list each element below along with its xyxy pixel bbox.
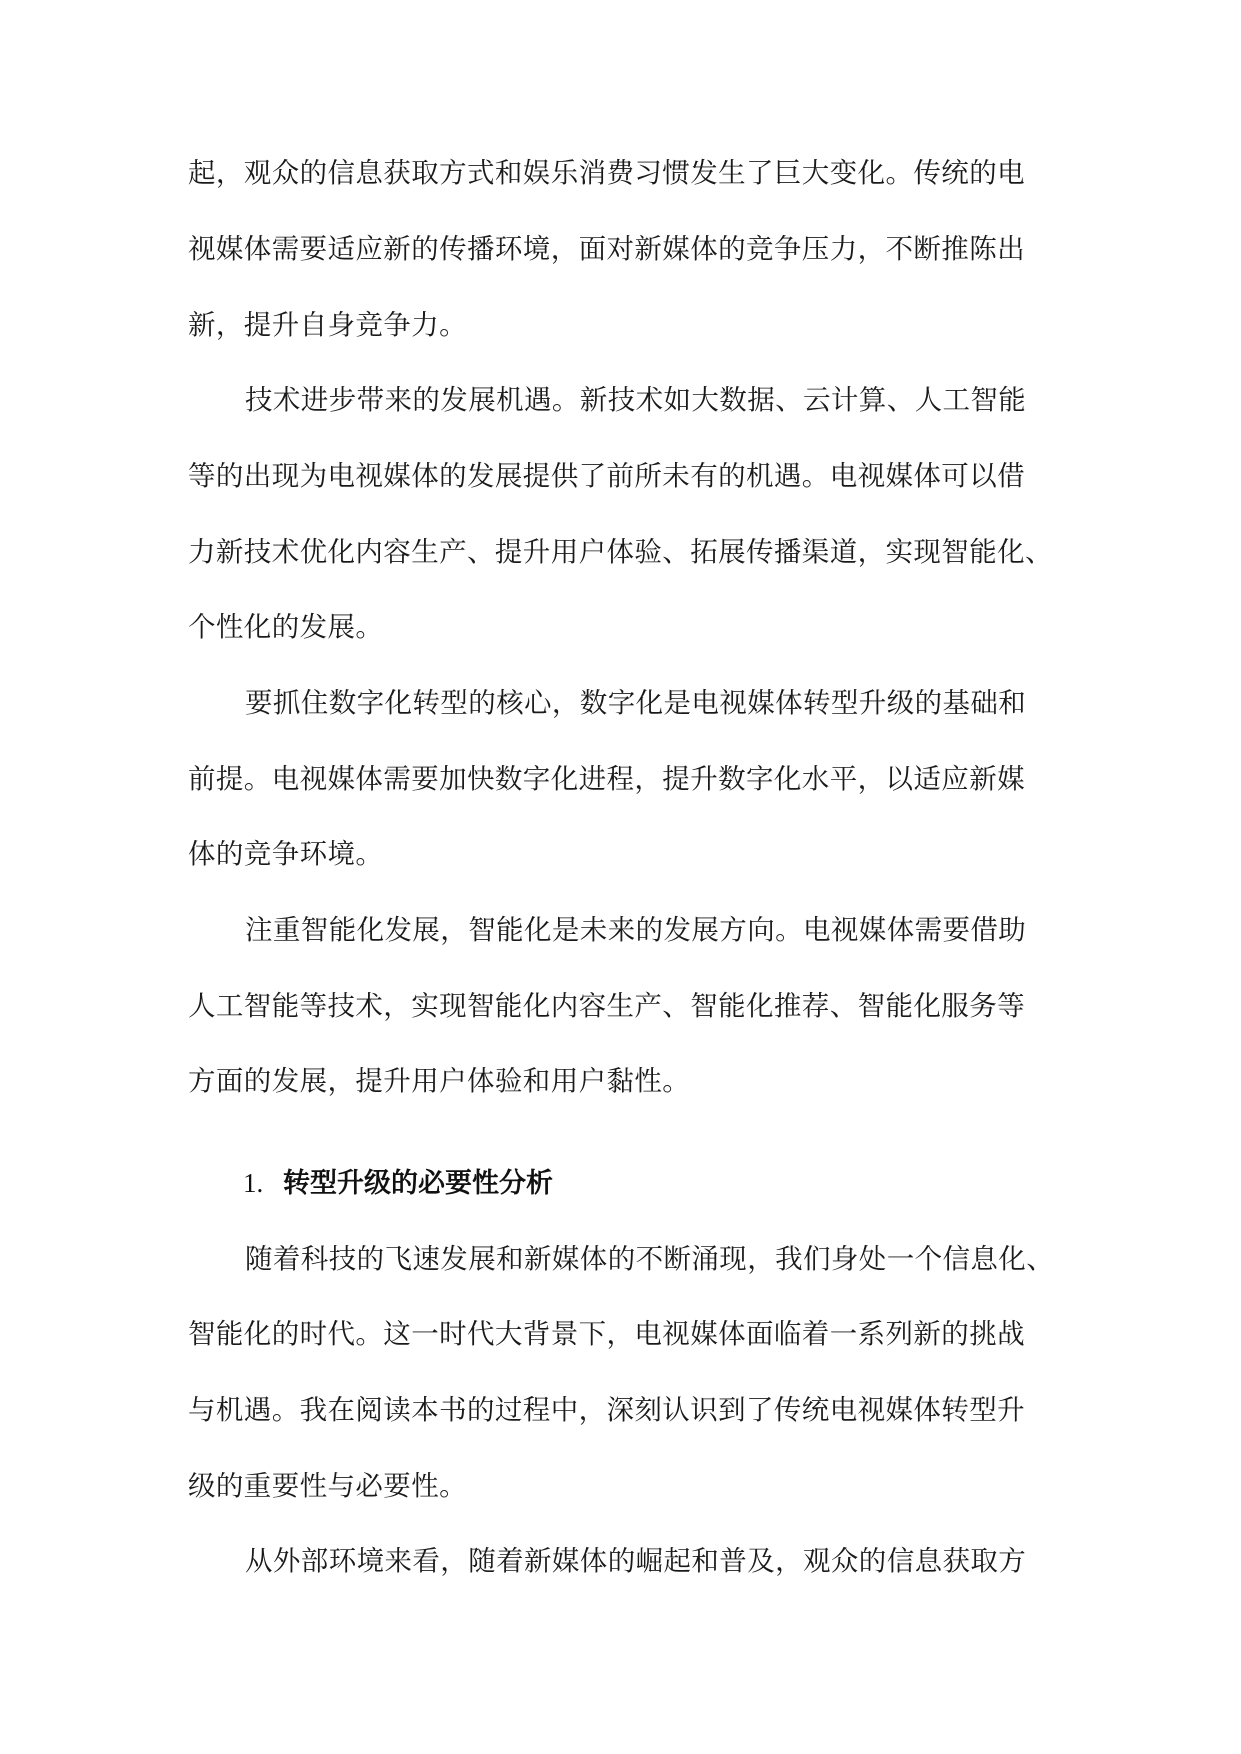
text-line: 个性化的发展。	[188, 611, 384, 643]
text-line: 要抓住数字化转型的核心，数字化是电视媒体转型升级的基础和	[245, 687, 1027, 719]
text-line: 智能化的时代。这一时代大背景下，电视媒体面临着一系列新的挑战	[188, 1318, 1025, 1350]
text-line: 与机遇。我在阅读本书的过程中，深刻认识到了传统电视媒体转型升	[188, 1394, 1025, 1426]
text-line: 前提。电视媒体需要加快数字化进程，提升数字化水平，以适应新媒	[188, 763, 1025, 795]
text-line: 视媒体需要适应新的传播环境，面对新媒体的竞争压力，不断推陈出	[188, 233, 1025, 265]
section-title: 转型升级的必要性分析	[283, 1168, 553, 1199]
text-line: 方面的发展，提升用户体验和用户黏性。	[188, 1065, 691, 1097]
text-line: 新，提升自身竞争力。	[188, 309, 467, 341]
text-line: 从外部环境来看，随着新媒体的崛起和普及，观众的信息获取方	[245, 1545, 1027, 1577]
text-line: 注重智能化发展，智能化是未来的发展方向。电视媒体需要借助	[245, 914, 1027, 946]
text-line: 起，观众的信息获取方式和娱乐消费习惯发生了巨大变化。传统的电	[188, 157, 1025, 189]
text-line: 随着科技的飞速发展和新媒体的不断涌现，我们身处一个信息化、	[245, 1243, 1055, 1275]
section-heading	[243, 1161, 553, 1205]
text-line: 等的出现为电视媒体的发展提供了前所未有的机遇。电视媒体可以借	[188, 460, 1025, 492]
text-line: 级的重要性与必要性。	[188, 1470, 467, 1502]
text-line: 技术进步带来的发展机遇。新技术如大数据、云计算、人工智能	[245, 384, 1027, 416]
text-line: 体的竞争环境。	[188, 838, 384, 870]
text-line: 人工智能等技术，实现智能化内容生产、智能化推荐、智能化服务等	[188, 990, 1025, 1022]
section-number: 1.	[243, 1168, 264, 1198]
text-line: 力新技术优化内容生产、提升用户体验、拓展传播渠道，实现智能化、	[188, 536, 1053, 568]
